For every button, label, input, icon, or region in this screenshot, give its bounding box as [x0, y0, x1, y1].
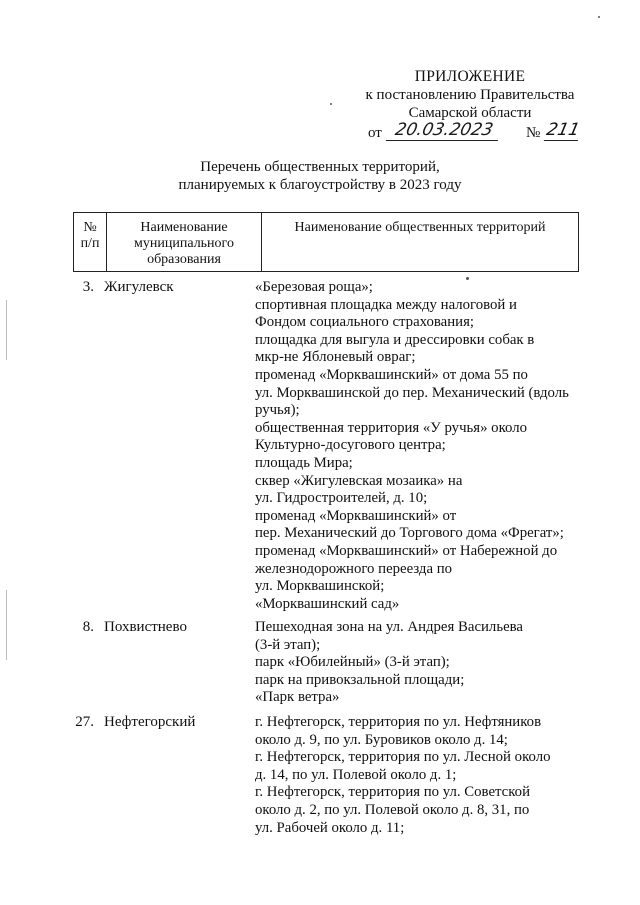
territory-line: Пешеходная зона на ул. Андрея Васильева	[255, 619, 523, 635]
row-number: 3.	[82, 279, 94, 295]
scan-speck	[598, 16, 600, 18]
header-territories-line-1: Наименование общественных территорий	[294, 220, 546, 235]
territory-line: «Морквашинский сад»	[255, 595, 400, 612]
territory-line: (3-й этап);	[255, 636, 321, 653]
territory-line: Фондом социального страхования;	[255, 314, 474, 331]
territory-line: около д. 9, по ул. Буровиков около д. 14;	[255, 731, 508, 748]
header-num	[74, 213, 107, 271]
territory-line: «Березовая роща»;	[255, 279, 373, 295]
territory-line: общественная территория «У ручья» около	[255, 419, 528, 436]
territory-line: сквер «Жигулевская мозаика» на	[255, 472, 463, 489]
territory-line: г. Нефтегорск, территория по ул. Нефтяников	[255, 714, 542, 730]
date-prefix: от	[368, 125, 382, 141]
row-municipality: Похвистнево	[104, 619, 187, 635]
territory-line: пер. Механический до Торгового дома «Фрегат»;	[255, 525, 564, 542]
territory-line: спортивная площадка между налоговой и	[255, 296, 517, 313]
scan-edge-mark	[6, 590, 7, 660]
handwritten-date: 20.03.2023	[386, 120, 502, 141]
header-municipality-line-3: образования	[147, 252, 221, 267]
appendix-header	[340, 68, 600, 144]
row-territories	[255, 279, 595, 613]
order-reference	[340, 120, 600, 144]
territory-line: площадка для выгула и дрессировки собак в	[255, 331, 535, 348]
territory-line: железнодорожного переезда по	[255, 560, 453, 577]
row-municipality: Жигулевск	[104, 279, 174, 295]
territory-line: парк на привокзальной площади;	[255, 671, 465, 688]
territory-line: ул. Морквашинской до пер. Механический (вдоль	[255, 384, 569, 401]
appendix-line-1: к постановлению Правительства	[365, 87, 575, 103]
territory-line: д. 14, по ул. Полевой около д. 1;	[255, 766, 457, 783]
row-territories	[255, 619, 595, 707]
header-municipality	[107, 213, 262, 271]
territory-line: около д. 2, по ул. Полевой около д. 8, 31, по	[255, 801, 530, 818]
scan-speck	[330, 103, 332, 105]
appendix-title: ПРИЛОЖЕНИЕ	[414, 68, 526, 85]
row-number: 27.	[75, 714, 94, 730]
territory-line: г. Нефтегорск, территория по ул. Лесной около	[255, 749, 551, 766]
row-number: 8.	[82, 619, 94, 635]
header-territories	[262, 213, 578, 271]
territory-line: мкр-не Яблоневый овраг;	[255, 349, 416, 366]
document-title	[150, 158, 490, 194]
row-territories	[255, 714, 595, 837]
territory-line: ул. Морквашинской;	[255, 578, 385, 595]
header-num-line-1: №	[83, 220, 97, 235]
territory-line: г. Нефтегорск, территория по ул. Советской	[255, 784, 530, 801]
document-title-line-1: Перечень общественных территорий,	[200, 159, 440, 175]
territory-line: променад «Морквашинский» от дома 55 по	[255, 366, 528, 383]
territory-line: ул. Рабочей около д. 11;	[255, 819, 405, 836]
header-municipality-line-1: Наименование	[140, 220, 228, 235]
scan-edge-mark	[6, 300, 7, 360]
header-municipality-line-2: муниципального	[134, 236, 234, 251]
territory-line: площадь Мира;	[255, 454, 353, 471]
row-municipality: Нефтегорский	[104, 714, 196, 730]
territory-line: променад «Морквашинский» от Набережной до	[255, 542, 558, 559]
territory-line: ручья);	[255, 402, 300, 419]
table-header	[73, 212, 579, 272]
territory-line: «Парк ветра»	[255, 689, 340, 706]
handwritten-number: 211	[544, 120, 582, 140]
header-num-line-2: п/п	[80, 236, 100, 251]
territory-line: ул. Гидростроителей, д. 10;	[255, 490, 428, 507]
territory-line: парк «Юбилейный» (3-й этап);	[255, 654, 450, 671]
number-prefix: №	[526, 125, 541, 141]
territory-line: Культурно-досугового центра;	[255, 437, 446, 454]
document-title-line-2: планируемых к благоустройству в 2023 году	[178, 177, 462, 193]
scan-speck	[466, 277, 469, 280]
territory-line: променад «Морквашинский» от	[255, 507, 457, 524]
appendix-line-2: Самарской области	[408, 105, 532, 121]
